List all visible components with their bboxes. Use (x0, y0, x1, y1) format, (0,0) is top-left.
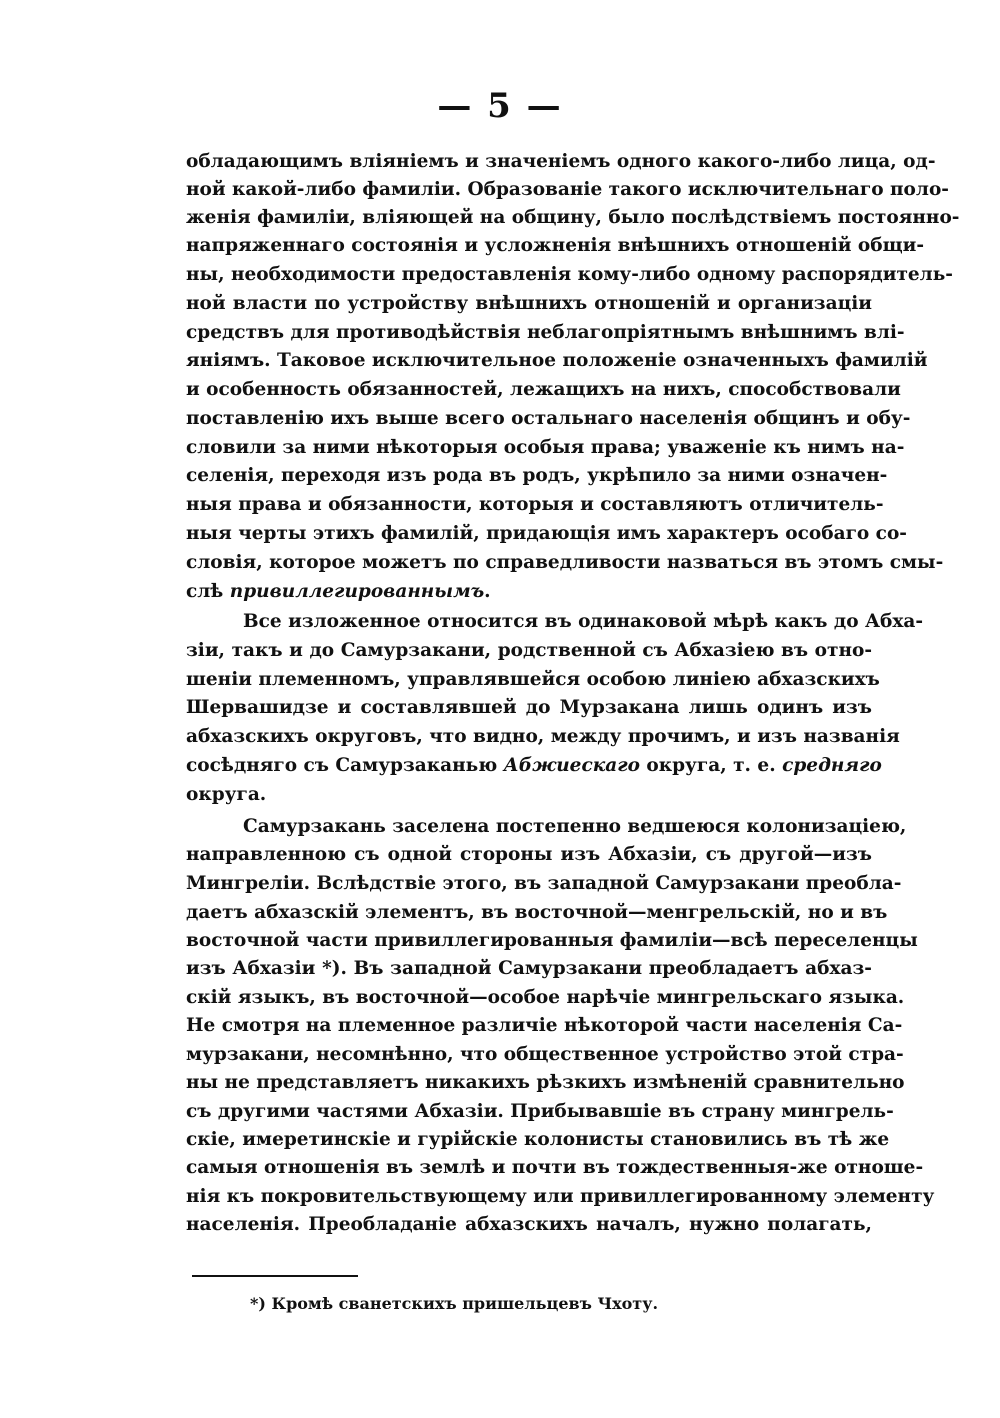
text-line: округа. (186, 784, 267, 805)
text-line: яніямъ. Таковое исключительное положеніе означенныхъ фамилій (186, 350, 928, 371)
text-line: населенія. Преобладаніе абхазскихъ началъ, нужно полагать, (186, 1214, 872, 1235)
text-line: ны, необходимости предоставленія кому-либо одному распорядитель- (186, 264, 953, 285)
text-line: обладающимъ вліяніемъ и значеніемъ одного какого-либо лица, од- (186, 151, 936, 172)
text-line: напряженнаго состоянія и усложненія внѣшнихъ отношеній общи- (186, 235, 925, 256)
page-number: — 5 — (437, 86, 563, 126)
text-line: самыя отношенія въ землѣ и почти въ тождественныя-же отноше- (186, 1157, 924, 1178)
text-line: и особенность обязанностей, лежащихъ на нихъ, способствовали (186, 379, 901, 400)
text-line: направленною съ одной стороны изъ Абхазіи, съ другой—изъ (186, 844, 872, 865)
text-line: восточной части привиллегированныя фамиліи—всѣ переселенцы (186, 930, 918, 951)
text-line: ныя права и обязанности, которыя и составляютъ отличитель- (186, 494, 884, 515)
text-line: съ другими частями Абхазіи. Прибывавшіе въ страну мингрель- (186, 1101, 894, 1122)
text-span: сосѣдняго съ Самурзаканью (186, 755, 504, 776)
text-line (186, 752, 882, 780)
text-line: ной власти по устройству внѣшнихъ отношеній и организаціи (186, 293, 872, 314)
text-line: Мингреліи. Вслѣдствіе этого, въ западной Самурзакани преобла- (186, 873, 902, 894)
text-span: слѣ (186, 581, 230, 602)
text-line: словили за ними нѣкоторыя особыя права; уваженіе къ нимъ на- (186, 437, 905, 458)
text-span: округа, т. е. (639, 755, 783, 776)
text-line: селенія, переходя изъ рода въ родъ, укрѣпило за ними означен- (186, 465, 888, 486)
text-line: Все изложенное относится въ одинаковой мѣрѣ какъ до Абха- (243, 611, 924, 632)
text-line: скій языкъ, въ восточной—особое нарѣчіе мингрельскаго языка. (186, 987, 905, 1008)
text-line: даетъ абхазскій элементъ, въ восточной—менгрельскій, но и въ (186, 902, 888, 923)
footnote: *) Кромѣ сванетскихъ пришельцевъ Чхоту. (250, 1294, 659, 1313)
text-line: шеніи племенномъ, управлявшейся особою линіею абхазскихъ (186, 669, 880, 690)
text-line: Не смотря на племенное различіе нѣкоторой части населенія Са- (186, 1015, 903, 1036)
italic-term: привиллегированнымъ (229, 581, 485, 602)
text-line: женія фамиліи, вліяющей на общину, было послѣдствіемъ постоянно- (186, 207, 960, 228)
text-line (186, 578, 872, 606)
text-line: скіе, имеретинскіе и гурійскіе колонисты становились въ тѣ же (186, 1129, 890, 1150)
footnote-divider (192, 1275, 358, 1277)
text-line: абхазскихъ округовъ, что видно, между прочимъ, и изъ названія (186, 726, 900, 747)
text-line: ной какой-либо фамиліи. Образованіе такого исключительнаго поло- (186, 179, 949, 200)
text-line: зіи, такъ и до Самурзакани, родственной съ Абхазіею въ отно- (186, 640, 872, 661)
text-line: изъ Абхазіи *). Въ западной Самурзакани преобладаетъ абхаз- (186, 958, 872, 979)
text-span: . (484, 581, 491, 602)
text-line: Самурзакань заселена постепенно ведшеюся колонизаціею, (243, 816, 907, 837)
text-line: Шервашидзе и составлявшей до Мурзакана лишь одинъ изъ (186, 697, 872, 718)
text-line: мурзакани, несомнѣнно, что общественное устройство этой стра- (186, 1044, 904, 1065)
text-line: словія, которое можетъ по справедливости назваться въ этомъ смы- (186, 552, 944, 573)
text-line: ныя черты этихъ фамилій, придающія имъ характеръ особаго со- (186, 523, 907, 544)
italic-term: Абжиескаго (503, 755, 640, 776)
text-line: ны не представляетъ никакихъ рѣзкихъ измѣненій сравнительно (186, 1072, 905, 1093)
italic-term: средняго (782, 755, 882, 776)
text-line: средствъ для противодѣйствія неблагопріятнымъ внѣшнимъ влі- (186, 322, 905, 343)
text-line: поставленію ихъ выше всего остальнаго населенія общинъ и обу- (186, 408, 911, 429)
text-line: нія къ покровительствующему или привиллегированному элементу (186, 1186, 935, 1207)
